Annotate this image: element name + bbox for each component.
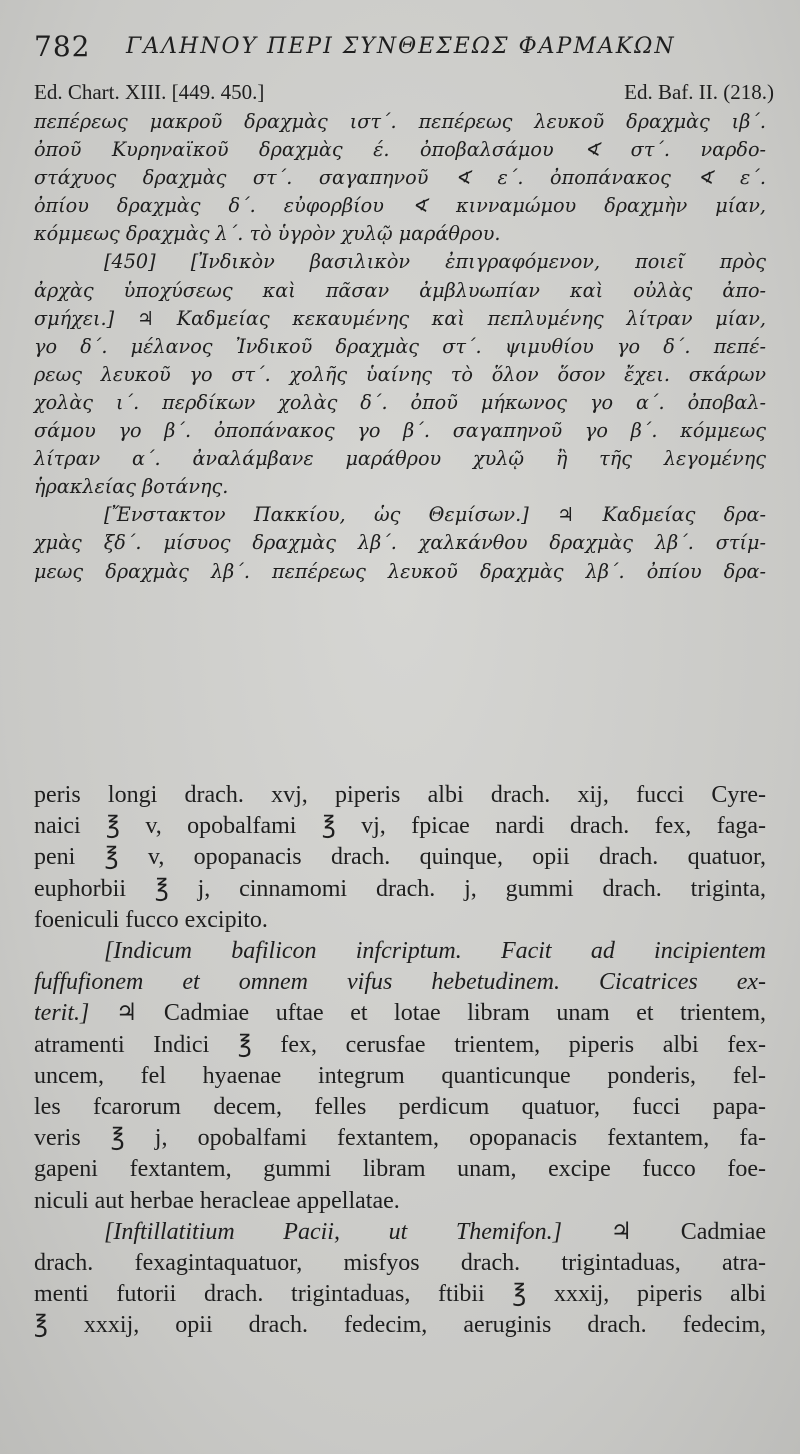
- text-line: στάχυος δραχμὰς στ΄. σαγαπηνοῦ ∢ ε΄. ὀποπάνακος ∢ ε΄.: [34, 166, 766, 190]
- text-line: ὀποῦ Κυρηναϊκοῦ δραχμὰς έ. ὀποβαλσάμου ∢ στ΄. ναρδο-: [34, 138, 766, 162]
- recipe-heading: terit.]: [34, 1000, 90, 1027]
- text-line: foeniculi fucco excipito.: [34, 906, 268, 933]
- text-line: σάμου γο β΄. ὀποπάνακος γο β΄. σαγαπηνοῦ γο β΄. κόμμεως: [34, 419, 766, 443]
- text-line: ὀπίου δραχμὰς δ΄. εὐφορβίου ∢ κινναμώμου δραχμὴν μίαν,: [34, 194, 766, 218]
- text-line: menti futorii drach. trigintaduas, ftibii ℥ xxxij, piperis albi: [34, 1281, 766, 1308]
- text-line: atramenti Indici ℥ fex, cerusfae trientem, piperis albi fex-: [34, 1031, 766, 1058]
- page-header: [34, 30, 774, 70]
- latin-paragraph-2: [34, 936, 766, 1217]
- greek-paragraph-1: [34, 108, 766, 248]
- text-line: peni ℥ v, opopanacis drach. quinque, opii drach. quatuor,: [34, 844, 766, 871]
- recipe-heading: [Indicum bafilicon infcriptum. Facit ad incipientem: [104, 938, 766, 965]
- text-line: ἡρακλείας βοτάνης.: [34, 475, 229, 499]
- latin-text-column: [34, 780, 766, 1342]
- text-line: peris longi drach. xvj, piperis albi drach. xij, fucci Cyre-: [34, 782, 766, 808]
- text-line: [Ἔνστακτον Πακκίου, ὡς Θεμίσων.] ♃ Καδμείας δρα-: [104, 503, 766, 527]
- greek-text-column: [34, 108, 766, 586]
- greek-paragraph-2: [34, 248, 766, 501]
- text-line: ἀρχὰς ὑποχύσεως καὶ πᾶσαν ἀμβλυωπίαν καὶ οὐλὰς ἀπο-: [34, 278, 766, 302]
- text-line: les fcarorum decem, felles perdicum quatuor, fucci papa-: [34, 1094, 766, 1121]
- text-line: μεως δραχμὰς λβ΄. πεπέρεως λευκοῦ δραχμὰς λβ΄. ὀπίου δρα-: [34, 559, 766, 583]
- text-line: [34, 1217, 766, 1248]
- text-line: drach. fexagintaquatuor, misfyos drach. trigintaduas, atra-: [34, 1250, 766, 1277]
- text-line: [450] [Ἰνδικὸν βασιλικὸν ἐπιγραφόμενον, ποιεῖ πρὸς: [104, 250, 766, 274]
- text-line: χολὰς ι΄. περδίκων χολὰς δ΄. ὀποῦ μήκωνος γο α΄. ὀποβαλ-: [34, 390, 766, 414]
- text-line: uncem, fel hyaenae integrum quanticunque ponderis, fel-: [34, 1062, 766, 1089]
- text-line: χμὰς ξδ΄. μίσυος δραχμὰς λβ΄. χαλκάνθου δραχμὰς λβ΄. στίμ-: [34, 531, 766, 555]
- edition-reference-line: [34, 80, 774, 110]
- page-number: 782: [34, 30, 91, 63]
- text-line: niculi aut herbae heracleae appellatae.: [34, 1187, 400, 1214]
- text-line: naici ℥ v, opobalfami ℥ vj, fpicae nardi drach. fex, faga-: [34, 813, 766, 840]
- text-fragment: ♃ Cadmiae uftae et lotae libram unam et trientem,: [115, 1000, 767, 1027]
- text-line: κόμμεως δραχμὰς λ΄. τὸ ὑγρὸν χυλῷ μαράθρου.: [34, 222, 501, 246]
- text-fragment: ♃ Cadmiae: [610, 1218, 766, 1245]
- text-line: veris ℥ j, opobalfami fextantem, opopanacis fextantem, fa-: [34, 1125, 766, 1152]
- recipe-heading: fuffufionem et omnem vifus hebetudinem. Cicatrices ex-: [34, 969, 766, 996]
- running-title: ΓΑΛΗΝΟΥ ΠΕΡΙ ΣΥΝΘΕΣΕΩΣ ΦΑΡΜΑΚΩΝ: [126, 34, 676, 59]
- latin-paragraph-3: [34, 1217, 766, 1342]
- text-line: σμήχει.] ♃ Καδμείας κεκαυμένης καὶ πεπλυμένης λίτραν μίαν,: [34, 306, 766, 330]
- text-line: euphorbii ℥ j, cinnamomi drach. j, gummi drach. triginta,: [34, 875, 766, 902]
- text-line: [34, 998, 766, 1029]
- text-line: ρεως λευκοῦ γο στ΄. χολῆς ὑαίνης τὸ ὅλον ὅσον ἔχει. σκάρων: [34, 362, 766, 386]
- text-line: λίτραν α΄. ἀναλάμβανε μαράθρου χυλῷ ἢ τῆς λεγομένης: [34, 447, 766, 471]
- edition-basel: Ed. Baf. II. (218.): [624, 80, 774, 104]
- text-line: πεπέρεως μακροῦ δραχμὰς ιστ΄. πεπέρεως λευκοῦ δραχμὰς ιβ΄.: [34, 110, 766, 133]
- text-line: gapeni fextantem, gummi libram unam, excipe fucco foe-: [34, 1156, 766, 1183]
- latin-paragraph-1: [34, 780, 766, 936]
- edition-chartier: Ed. Chart. XIII. [449. 450.]: [34, 80, 265, 104]
- text-line: γο δ΄. μέλανος Ἰνδικοῦ δραχμὰς στ΄. ψιμυθίου γο δ΄. πεπέ-: [34, 334, 766, 358]
- greek-paragraph-3: [34, 501, 766, 585]
- recipe-heading: [Inftillatitium Pacii, ut Themifon.]: [104, 1218, 562, 1245]
- text-line: ℥ xxxij, opii drach. fedecim, aeruginis drach. fedecim,: [34, 1312, 766, 1339]
